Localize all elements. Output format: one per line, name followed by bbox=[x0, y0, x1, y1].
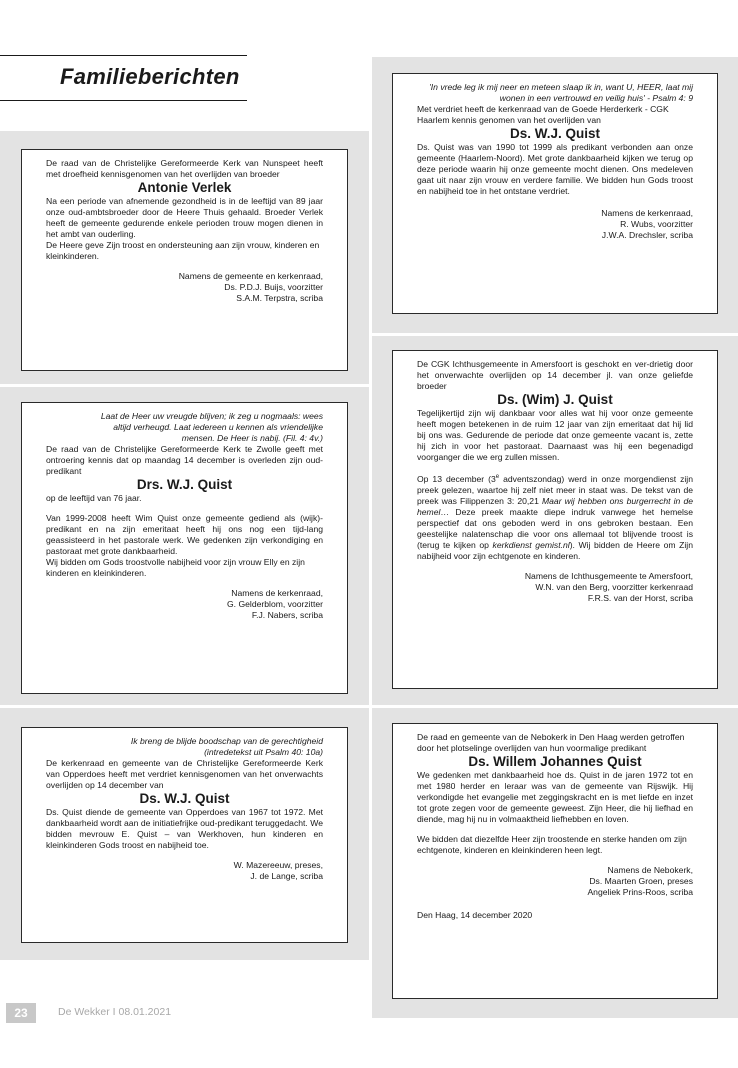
deceased-name: Ds. Willem Johannes Quist bbox=[468, 754, 642, 769]
notice-body-2: We bidden dat diezelfde Heer zijn troostende en sterke handen om zijn echtgenote, kinderen en kleinkinderen heen legt. bbox=[417, 834, 687, 855]
signature-line: Namens de kerkenraad, bbox=[231, 588, 323, 598]
notice-body: Van 1999-2008 heeft Wim Quist onze gemeente gediend als (wijk)-predikant en na zijn emeritaat heeft hij ons nog een tijd-lang geassisteerd in het pastorale werk. We gedenken zijn verkondiging en pastoraat met grote dankbaarheid. bbox=[46, 513, 323, 556]
deceased-name: Ds. W.J. Quist bbox=[139, 791, 230, 806]
text-run: adventszondag) werd in onze morgendienst zijn preek gelezen, waartoe hij zelf niet meer in staat was. De tekst van de preek was Filippenzen 3: 20,21 bbox=[417, 473, 693, 506]
deceased-name: Ds. W.J. Quist bbox=[509, 126, 601, 141]
notice-amersfoort bbox=[392, 350, 718, 689]
bible-verse: Laat de Heer uw vreugde blijven; ik zeg u nogmaals: wees altijd verheugd. Laat iedereen u kennen als vriendelijke mensen. De Heer is nabij. (Fil. 4: 4v.) bbox=[100, 411, 323, 443]
signature-block bbox=[46, 588, 323, 621]
deceased-name: Ds. (Wim) J. Quist bbox=[497, 392, 613, 407]
signature-block bbox=[417, 571, 693, 604]
signature-line: Angeliek Prins-Roos, scriba bbox=[587, 887, 693, 897]
signature-block bbox=[46, 860, 323, 882]
section-header bbox=[0, 55, 247, 101]
signature-block bbox=[46, 271, 323, 304]
section-title: Familieberichten bbox=[60, 64, 240, 89]
notice-intro: De CGK Ichthusgemeente in Amersfoort is geschokt en ver-drietig door het onverwachte overlijden op 14 december jl. van onze geliefde broeder bbox=[417, 359, 693, 391]
notice-intro: De kerkenraad en gemeente van de Christelijke Gereformeerde Kerk van Opperdoes heeft met verdriet kennisgenomen van het onverwachts overlijden op 14 december van bbox=[46, 758, 323, 790]
signature-line: Ds. P.D.J. Buijs, voorzitter bbox=[224, 282, 323, 292]
notice-intro: De raad en gemeente van de Nebokerk in Den Haag werden getroffen door het plotselinge overlijden van hun voormalige predikant bbox=[417, 732, 685, 753]
top-band bbox=[0, 0, 738, 13]
signature-line: G. Gelderblom, voorzitter bbox=[227, 599, 323, 609]
page-footer bbox=[0, 1003, 260, 1023]
notice-denhaag bbox=[392, 723, 718, 999]
signature-line: J. de Lange, scriba bbox=[250, 871, 323, 881]
signature-line: Ds. Maarten Groen, preses bbox=[589, 876, 693, 886]
bible-verse: 'In vrede leg ik mij neer en meteen slaap ik in, want U, HEER, laat mij wonen in een vertrouwd en veilig huis' - Psalm 4: 9 bbox=[429, 82, 693, 103]
page-number: 23 bbox=[6, 1003, 36, 1023]
notice-age: op de leeftijd van 76 jaar. bbox=[46, 493, 142, 503]
signature-line: J.W.A. Drechsler, scriba bbox=[601, 230, 693, 240]
notice-opperdoes bbox=[21, 727, 348, 943]
deceased-name: Antonie Verlek bbox=[137, 180, 232, 195]
notice-body-2: De Heere geve Zijn troost en ondersteuning aan zijn vrouw, kinderen en kleinkinderen. bbox=[46, 240, 320, 261]
signature-block bbox=[417, 208, 693, 241]
notice-zwolle bbox=[21, 402, 348, 694]
scripture-quote: Maar wij hebben ons burgerrecht in de hemel bbox=[417, 495, 694, 517]
notice-intro: De raad van de Christelijke Gereformeerde Kerk te Zwolle geeft met ontroering kennis dat op maandag 14 december is overleden zijn oud-predikant bbox=[46, 444, 323, 476]
signature-line: S.A.M. Terpstra, scriba bbox=[236, 293, 323, 303]
notice-body: We gedenken met dankbaarheid hoe ds. Quist in de jaren 1972 tot en met 1980 herder en leraar was van de gemeente van Rijswijk. Hij verkondigde het evangelie met zeggingskracht en is met liefde en inzet tot grote zegen voor de gemeente geweest. Zijn Heer, die hij liefhad en diende, mag hij nu in volmaaktheid liefhebben en loven. bbox=[417, 770, 693, 824]
signature-line: Namens de Ichthusgemeente te Amersfoort, bbox=[524, 570, 693, 581]
notice-body-2: Wij bidden om Gods troostvolle nabijheid voor zijn vrouw Elly en zijn kinderen en kleinkinderen. bbox=[46, 557, 305, 578]
signature-line: Namens de kerkenraad, bbox=[601, 208, 693, 218]
footer-publication: De Wekker I 08.01.2021 bbox=[58, 1006, 172, 1018]
signature-line: Namens de gemeente en kerkenraad, bbox=[178, 271, 323, 281]
website-reference: kerkdienst gemist.nl bbox=[492, 539, 570, 550]
notice-haarlem bbox=[392, 73, 718, 314]
notice-body: Na een periode van afnemende gezondheid is in de leeftijd van 89 jaar onze oud-ambtsbroeder door de Heere Thuis gehaald. Broeder Verlek heeft de gemeente gedurende enkele perioden trouw mogen dienen in het ambt van ouderling. bbox=[46, 196, 323, 239]
text-run: … Deze preek maakte diepe indruk vanwege het hemelse perspectief dat ons geboden werd in ons gebroken bestaan. Een geestelijke nalatenschap die voor ons allemaal tot blijvende troost is (terug te kijken op bbox=[417, 506, 693, 550]
notice-intro: De raad van de Christelijke Gereformeerde Kerk van Nunspeet heeft met droefheid kennisgenomen van het overlijden van broeder bbox=[46, 158, 323, 179]
notice-body: Tegelijkertijd zijn wij dankbaar voor alles wat hij voor onze gemeente heeft mogen betekenen in de ruim 12 jaar van zijn emeritaat dat hij lid bij ons was. Gedurende de periode dat onze gemeente vacant is, zette hij zich in voor het pastoraat. Daarnaast was hij een begenadigd voorganger die we erg zullen missen. bbox=[417, 408, 693, 462]
signature-block bbox=[417, 865, 693, 898]
bible-verse: Ik breng de blijde boodschap van de gerechtigheid (intredetekst uit Psalm 40: 10a) bbox=[130, 736, 323, 757]
signature-line: Namens de Nebokerk, bbox=[607, 865, 693, 875]
signature-line: F.R.S. van der Horst, scriba bbox=[587, 592, 693, 603]
signature-line: R. Wubs, voorzitter bbox=[620, 219, 693, 229]
notice-body: Ds. Quist was van 1990 tot 1999 als predikant verbonden aan onze gemeente (Haarlem-Noord). Met grote dankbaarheid kijken we terug op deze periode waarin hij onze gemeente mocht dienen. Ons medeleven gaat uit naar zijn vrouw en verdere familie. We bidden hun Gods troost en nabijheid toe in het ontstane verdriet. bbox=[417, 142, 693, 196]
deceased-name: Drs. W.J. Quist bbox=[136, 477, 233, 492]
signature-line: F.J. Nabers, scriba bbox=[251, 610, 323, 620]
notice-body: Ds. Quist diende de gemeente van Opperdoes van 1967 tot 1972. Met dankbaarheid wordt aan de initiatiefrijke oud-predikant teruggedacht. We bidden mevrouw E. Quist – van Werkhoven, hun kinderen en kleinkinderen Gods troost en nabijheid toe. bbox=[46, 807, 323, 850]
notice-date: Den Haag, 14 december 2020 bbox=[417, 910, 533, 920]
superscript: e bbox=[495, 474, 500, 480]
text-run: Op 13 december (3 bbox=[417, 473, 496, 484]
notice-intro: Met verdriet heeft de kerkenraad van de Goede Herderkerk - CGK Haarlem kennis genomen van het overlijden van bbox=[417, 104, 669, 125]
signature-line: W. Mazereeuw, preses, bbox=[233, 860, 323, 870]
notice-body-2 bbox=[417, 472, 693, 562]
signature-line: W.N. van den Berg, voorzitter kerkenraad bbox=[535, 581, 693, 592]
text-run: ). Wij bidden de Heere om Zijn nabijheid voor zijn echtgenote en kinderen. bbox=[417, 539, 693, 561]
notice-verlek bbox=[21, 149, 348, 371]
